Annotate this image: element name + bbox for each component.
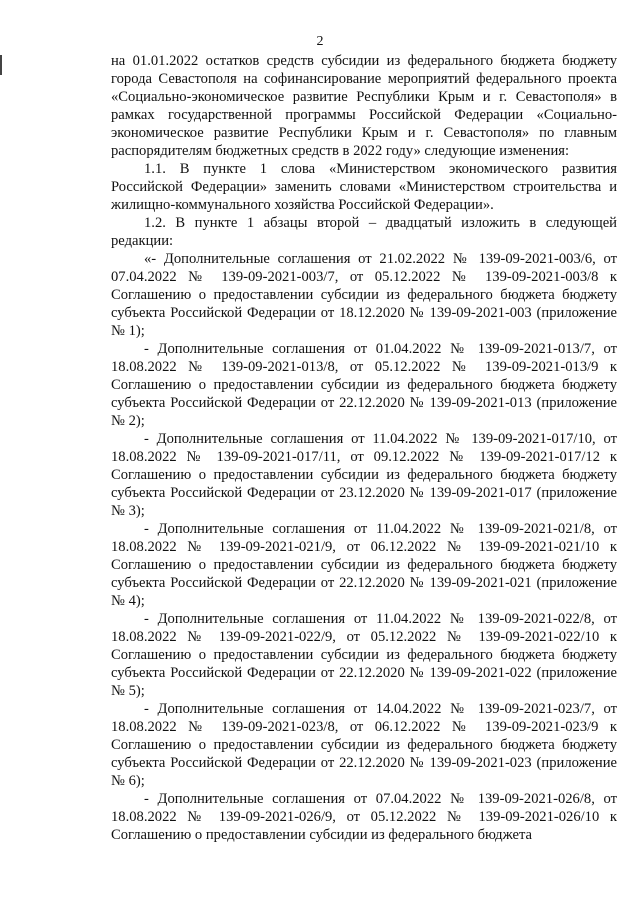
margin-mark xyxy=(0,55,2,75)
paragraph-intro: на 01.01.2022 остатков средств субсидии из федерального бюджета бюджету города Севастополя на софинансирование мероприятий федерального проекта «Социально-экономическое развитие Республики Крым и г. Севастополя» в рамках государственной программы Российской Федерации «Социально-экономическое развитие Республики Крым и г. Севастополя» по главным распорядителям бюджетных средств в 2022 году» следующие изменения: xyxy=(111,53,617,159)
agreement-item-2: - Дополнительные соглашения от 01.04.2022 № 139-09-2021-013/7, от 18.08.2022 № 139-09-2021-013/8, от 05.12.2022 № 139-09-2021-013/9 к Соглашению о предоставлении субсидии из федерального бюджета бюджету субъекта Российской Федерации от 22.12.2020 № 139-09-2021-013 (приложение № 2); xyxy=(111,341,617,429)
agreement-item-3: - Дополнительные соглашения от 11.04.2022 № 139-09-2021-017/10, от 18.08.2022 № 139-09-2021-017/11, от 09.12.2022 № 139-09-2021-017/12 к Соглашению о предоставлении субсидии из федерального бюджета бюджету субъекта Российской Федерации от 23.12.2020 № 139-09-2021-017 (приложение № 3); xyxy=(111,431,617,519)
agreement-item-6: - Дополнительные соглашения от 14.04.2022 № 139-09-2021-023/7, от 18.08.2022 № 139-09-2021-023/8, от 06.12.2022 № 139-09-2021-023/9 к Соглашению о предоставлении субсидии из федерального бюджета бюджету субъекта Российской Федерации от 22.12.2020 № 139-09-2021-023 (приложение № 6); xyxy=(111,701,617,789)
agreement-item-1: «- Дополнительные соглашения от 21.02.2022 № 139-09-2021-003/6, от 07.04.2022 № 139-09-2021-003/7, от 05.12.2022 № 139-09-2021-003/8 к Соглашению о предоставлении субсидии из федерального бюджета бюджету субъекта Российской Федерации от 18.12.2020 № 139-09-2021-003 (приложение № 1); xyxy=(111,251,617,339)
paragraph-1-1: 1.1. В пункте 1 слова «Министерством экономического развития Российской Федерации» заменить словами «Министерством строительства и жилищно-коммунального хозяйства Российской Федерации». xyxy=(111,161,617,213)
page-number: 2 xyxy=(316,34,324,49)
document-body xyxy=(111,52,617,844)
paragraph-1-2: 1.2. В пункте 1 абзацы второй – двадцатый изложить в следующей редакции: xyxy=(111,215,617,249)
agreement-item-4: - Дополнительные соглашения от 11.04.2022 № 139-09-2021-021/8, от 18.08.2022 № 139-09-2021-021/9, от 06.12.2022 № 139-09-2021-021/10 к Соглашению о предоставлении субсидии из федерального бюджета бюджету субъекта Российской Федерации от 22.12.2020 № 139-09-2021-021 (приложение № 4); xyxy=(111,521,617,609)
agreement-item-7: - Дополнительные соглашения от 07.04.2022 № 139-09-2021-026/8, от 18.08.2022 № 139-09-2021-026/9, от 05.12.2022 № 139-09-2021-026/10 к Соглашению о предоставлении субсидии из федерального бюджета xyxy=(111,791,617,843)
agreement-item-5: - Дополнительные соглашения от 11.04.2022 № 139-09-2021-022/8, от 18.08.2022 № 139-09-2021-022/9, от 05.12.2022 № 139-09-2021-022/10 к Соглашению о предоставлении субсидии из федерального бюджета бюджету субъекта Российской Федерации от 22.12.2020 № 139-09-2021-022 (приложение № 5); xyxy=(111,611,617,699)
